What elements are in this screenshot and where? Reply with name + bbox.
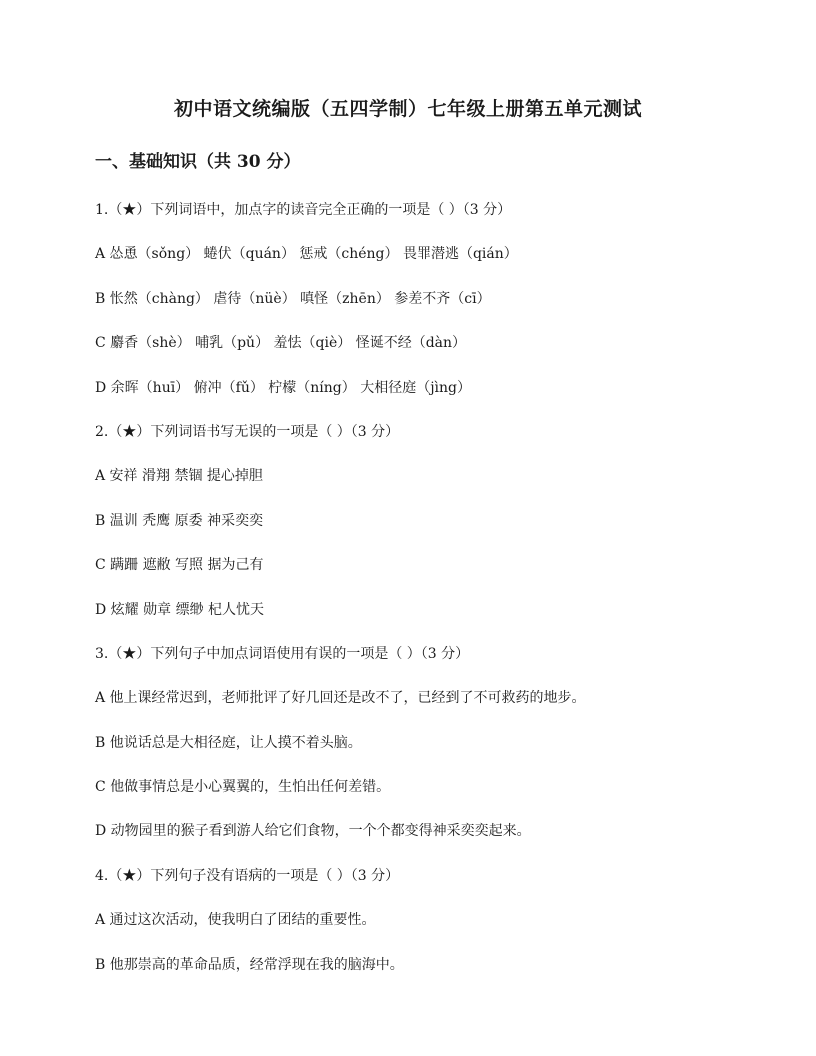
question-1-option-b: B 怅然（chàng） 虐待（nüè） 嗔怪（zhēn） 参差不齐（cī） (95, 290, 491, 307)
question-4-option-a: A 通过这次活动，使我明白了团结的重要性。 (95, 912, 376, 929)
question-2-option-c: C 蹒跚 遮敝 写照 据为己有 (95, 557, 264, 574)
question-4-stem: 4.（★）下列句子没有语病的一项是（ ）（3 分） (95, 867, 400, 884)
question-3-option-c: C 他做事情总是小心翼翼的，生怕出任何差错。 (95, 779, 391, 796)
question-2-option-b: B 温训 秃鹰 原委 神采奕奕 (95, 512, 264, 529)
question-list (95, 199, 735, 998)
question-2-option-a: A 安祥 滑翔 禁锢 提心掉胆 (95, 468, 263, 485)
question-3-option-a: A 他上课经常迟到，老师批评了好几回还是改不了，已经到了不可救药的地步。 (95, 690, 586, 707)
question-1-option-c: C 麝香（shè） 哺乳（pǔ） 羞怯（qiè） 怪诞不经（dàn） (95, 335, 467, 352)
question-4-option-b: B 他那崇高的革命品质，经常浮现在我的脑海中。 (95, 956, 404, 973)
question-2-stem: 2.（★）下列词语书写无误的一项是（ ）（3 分） (95, 423, 400, 440)
question-2-option-d: D 炫耀 勋章 缥缈 杞人忧天 (95, 601, 265, 618)
page-title: 初中语文统编版（五四学制）七年级上册第五单元测试 (173, 98, 642, 120)
question-3-option-b: B 他说话总是大相径庭，让人摸不着头脑。 (95, 734, 362, 751)
question-1-stem: 1.（★）下列词语中，加点字的读音完全正确的一项是（ ）（3 分） (95, 202, 512, 218)
question-3-option-d: D 动物园里的猴子看到游人给它们食物，一个个都变得神采奕奕起来。 (95, 823, 531, 840)
question-1-option-d: D 余晖（huī） 俯冲（fǔ） 柠檬（níng） 大相径庭（jìng） (95, 379, 472, 396)
question-3-stem: 3.（★）下列句子中加点词语使用有误的一项是（ ）（3 分） (95, 645, 470, 662)
section-heading: 一、基础知识（共 30 分） (95, 152, 301, 172)
question-1-option-a: A 怂恿（sǒng） 蜷伏（quán） 惩戒（chéng） 畏罪潜逃（qián） (95, 246, 518, 263)
